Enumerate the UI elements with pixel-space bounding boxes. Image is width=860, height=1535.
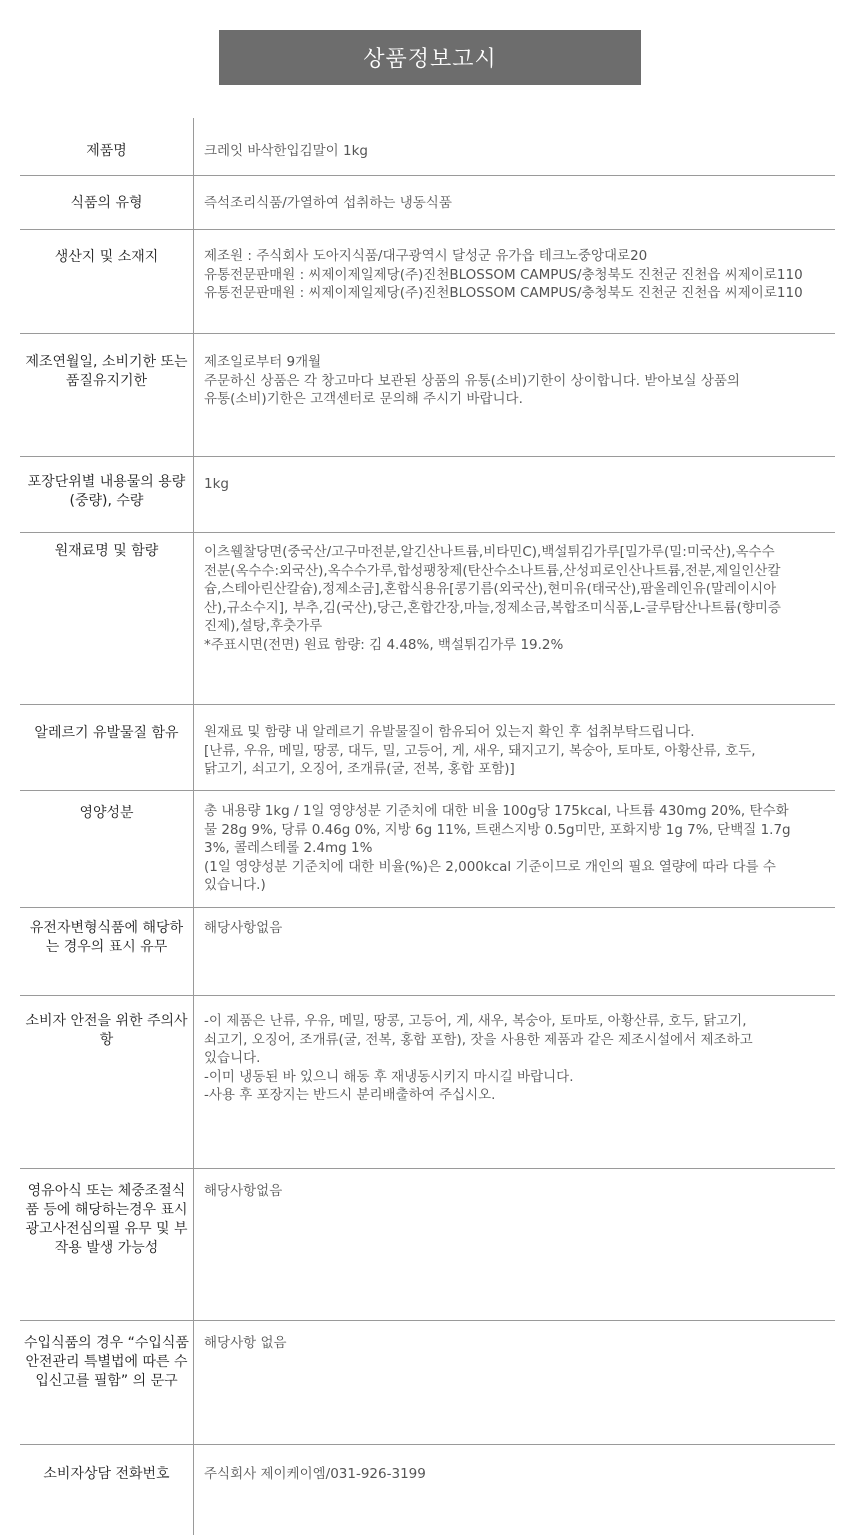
table-row-import [20, 1321, 835, 1445]
row-value: 해당사항없음 [204, 1183, 283, 1199]
table-row-allergens [20, 705, 835, 791]
row-label: 원재료명 및 함량 [20, 533, 194, 704]
row-label: 유전자변형식품에 해당하는 경우의 표시 유무 [20, 908, 194, 995]
table-row-expiry [20, 334, 835, 457]
row-value: 해당사항없음 [204, 920, 283, 936]
row-value: 제조일로부터 9개월 주문하신 상품은 각 창고마다 보관된 상품의 유통(소비)기한이 상이합니다. 받아보실 상품의 유통(소비)기한은 고객센터로 문의해 주시기 바랍니다. [204, 354, 740, 407]
row-label: 포장단위별 내용물의 용량(중량), 수량 [20, 457, 194, 532]
row-label: 생산지 및 소재지 [20, 230, 194, 333]
row-value: 즉석조리식품/가열하여 섭취하는 냉동식품 [204, 195, 452, 211]
table-row-infant-diet [20, 1169, 835, 1321]
row-label: 제품명 [20, 118, 194, 175]
row-label: 영유아식 또는 체중조절식품 등에 해당하는경우 표시광고사전심의필 유무 및 부작용 발생 가능성 [20, 1169, 194, 1320]
table-row-origin [20, 230, 835, 334]
row-value: 총 내용량 1kg / 1일 영양성분 기준치에 대한 비율 100g당 175kcal, 나트륨 430mg 20%, 탄수화 물 28g 9%, 당류 0.46g 0%, 지방 6g 11%, 트랜스지방 0.5g미만, 포화지방 1g 7%, 단백질 1.7g 3%, 콜레스테롤 2.4mg 1% (1일 영양성분 기준치에 대한 비율(%)은 2,000kcal 기준이므로 개인의 필요 열량에 따라 다를 수 있습니다.) [204, 803, 791, 893]
row-label: 소비자상담 전화번호 [20, 1445, 194, 1535]
table-row-contact [20, 1445, 835, 1535]
row-value: 제조원 : 주식회사 도아지식품/대구광역시 달성군 유가읍 테크노중앙대로20 유통전문판매원 : 씨제이제일제당(주)진천BLOSSOM CAMPUS/충청북도 진천군 진천읍 씨제이로110 유통전문판매원 : 씨제이제일제당(주)진천BLOSSOM CAMPUS/충청북도 진천군 진천읍 씨제이로110 [204, 248, 803, 301]
row-value: 해당사항 없음 [204, 1335, 287, 1351]
table-row-gmo [20, 908, 835, 996]
row-label: 소비자 안전을 위한 주의사항 [20, 996, 194, 1168]
row-label: 알레르기 유발물질 함유 [20, 705, 194, 790]
row-label: 수입식품의 경우 “수입식품안전관리 특별법에 따른 수입신고를 필함” 의 문구 [20, 1321, 194, 1444]
table-row-food-type [20, 176, 835, 230]
table-row-safety [20, 996, 835, 1169]
row-value: 주식회사 제이케이엠/031-926-3199 [204, 1466, 426, 1482]
product-info-table [20, 118, 835, 1535]
row-value: 1kg [204, 476, 229, 492]
table-row-ingredients [20, 533, 835, 705]
row-value: 원재료 및 함량 내 알레르기 유발물질이 함유되어 있는지 확인 후 섭취부탁드립니다. [난류, 우유, 메밀, 땅콩, 대두, 밀, 고등어, 게, 새우, 돼지고기, 복숭아, 토마토, 아황산류, 호두, 닭고기, 쇠고기, 오징어, 조개류(굴, 전복, 홍합 포함)] [204, 724, 756, 777]
table-row-nutrition [20, 791, 835, 908]
table-row-product-name [20, 118, 835, 176]
row-value: 이츠웰찰당면(중국산/고구마전분,알긴산나트륨,비타민C),백설튀김가루[밀가루(밀:미국산),옥수수 전분(옥수수:외국산),옥수수가루,합성팽창제(탄산수소나트륨,산성피로인산나트륨,전분,제일인산칼 슘,스테아린산칼슘),정제소금],혼합식용유[콩기름(외국산),현미유(태국산),팜올레인유(말레이시아 산),규소수지], 부추,김(국산),당근,혼합간장,마늘,정제소금,복합조미식품,L-글루탐산나트륨(향미증 진제),설탕,후춧가루 *주표시면(전면) 원료 함량: 김 4.48%, 백설튀김가루 19.2% [204, 544, 781, 653]
row-label: 제조연월일, 소비기한 또는 품질유지기한 [20, 334, 194, 456]
row-value: -이 제품은 난류, 우유, 메밀, 땅콩, 고등어, 게, 새우, 복숭아, 토마토, 아황산류, 호두, 닭고기, 쇠고기, 오징어, 조개류(굴, 전복, 홍합 포함), 잣을 사용한 제품과 같은 제조시설에서 제조하고 있습니다. -이미 냉동된 바 있으니 해동 후 재냉동시키지 마시길 바랍니다. -사용 후 포장지는 반드시 분리배출하여 주십시오. [204, 1013, 753, 1103]
row-label: 영양성분 [20, 791, 194, 907]
row-label: 식품의 유형 [20, 176, 194, 229]
row-value: 크레잇 바삭한입김말이 1kg [204, 143, 368, 159]
page-title: 상품정보고시 [219, 30, 641, 85]
table-row-capacity [20, 457, 835, 533]
